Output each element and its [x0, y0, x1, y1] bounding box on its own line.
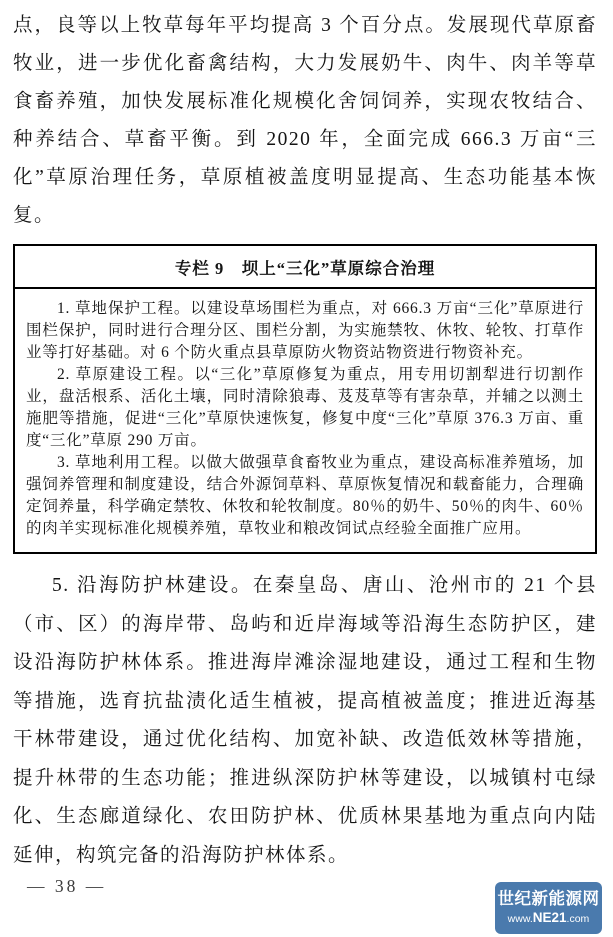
paragraph-grassland-treatment: 点，良等以上牧草每年平均提高 3 个百分点。发展现代草原畜牧业，进一步优化畜禽结构，大力发展奶牛、肉牛、肉羊等草食畜养殖，加快发展标准化规模化舍饲饲养，实现农牧结合、种养结合、草畜平衡。到 2020 年，全面完成 666.3 万亩“三化”草原治理任务，草原植被盖度明显提高、生态功能基本恢复。: [13, 15, 597, 226]
watermark-site-name: 世纪新能源网: [497, 890, 600, 909]
watermark-site-url: [508, 911, 590, 925]
watermark-url-prefix: www.: [507, 912, 533, 925]
column-box-item-1: 1. 草地保护工程。以建设草场围栏为重点，对 666.3 万亩“三化”草原进行围栏保护，同时进行合理分区、围栏分割，为实施禁牧、休牧、轮牧、打草作业等打好基础。对 6 个防火重点县草原防火物资站物资进行物资补充。: [26, 300, 584, 361]
watermark-badge: [495, 882, 602, 934]
page-footer: [27, 876, 106, 897]
paragraph-coastal-forest: 5. 沿海防护林建设。在秦皇岛、唐山、沧州市的 21 个县（市、区）的海岸带、岛屿和近岸海域等沿海生态防护区，建设沿海防护林体系。推进海岸滩涂湿地建设，通过工程和生物等措施，选育抗盐渍化适生植被，提高植被盖度；推进近海基干林带建设，通过优化结构、加宽补缺、改造低效林等措施，提升林带的生态功能；推进纵深防护林等建设，以城镇村屯绿化、生态廊道绿化、农田防护林、优质林果基地为重点向内陆延伸，构筑完备的沿海防护林体系。: [13, 575, 597, 866]
column-box-item-3: 3. 草地利用工程。以做大做强草食畜牧业为重点，建设高标准养殖场，加强饲养管理和制度建设，结合外源饲草料、草原恢复情况和载畜能力，合理确定饲养量，科学确定禁牧、休牧和轮牧制度。80％的奶牛、50％的肉牛、60％的肉羊实现标准化规模养殖，草牧业和粮改饲试点经验全面推广应用。: [26, 454, 584, 537]
column-box-9: [13, 244, 597, 554]
watermark-url-domain: NE21: [532, 909, 567, 925]
watermark-url-suffix: .com: [566, 912, 590, 925]
document-content: [13, 0, 597, 875]
page-number: — 38 —: [27, 876, 107, 896]
column-box-body: [15, 289, 595, 552]
column-box-title: 专栏 9 坝上“三化”草原综合治理: [15, 246, 595, 289]
column-box-item-2: 2. 草原建设工程。以“三化”草原修复为重点，用专用切割犁进行切割作业，盘活根系、活化土壤，同时清除狼毒、芨芨草等有害杂草，并辅之以测土施肥等措施，促进“三化”草原快速恢复，修复中度“三化”草原 376.3 万亩、重度“三化”草原 290 万亩。: [26, 366, 584, 449]
